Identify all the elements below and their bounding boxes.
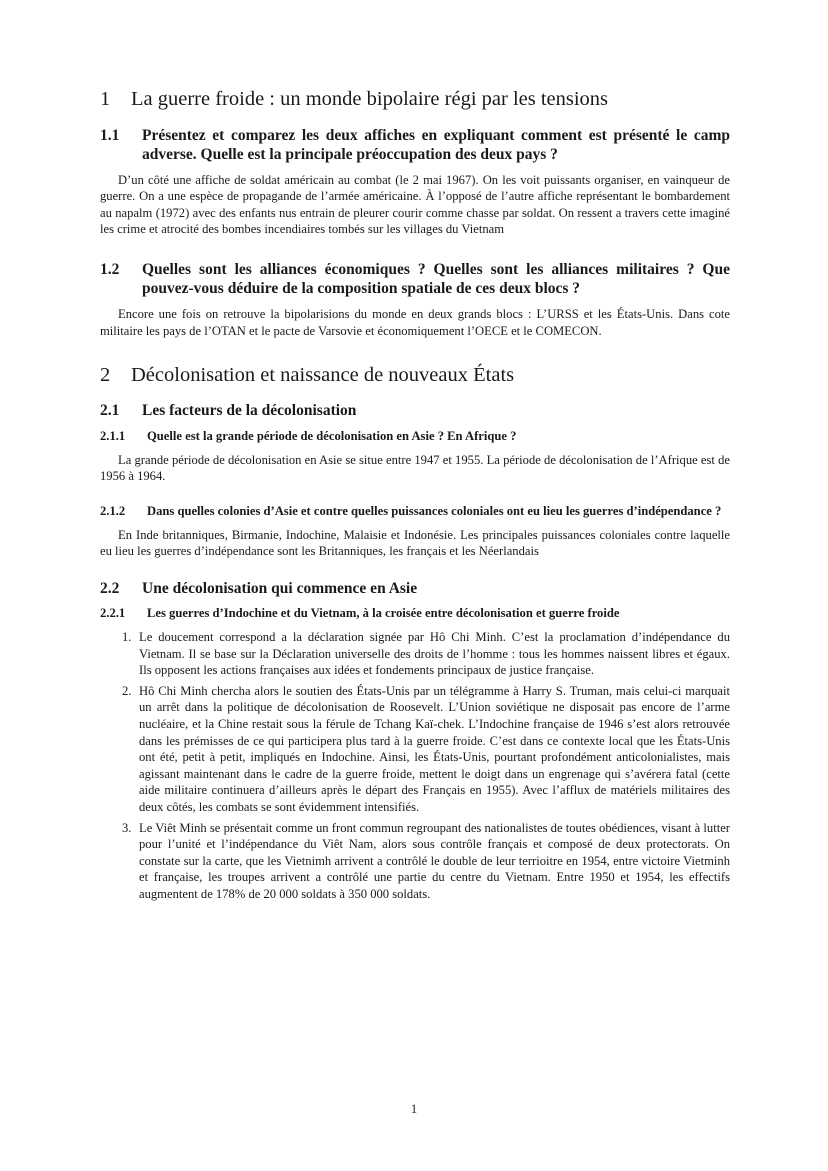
document-page	[100, 88, 730, 903]
section-title: Décolonisation et naissance de nouveaux États	[131, 364, 515, 387]
subsection-heading	[100, 579, 730, 598]
list-item	[122, 683, 730, 816]
subsubsection-number: 2.1.2	[100, 503, 126, 518]
subsection-title: Une décolonisation qui commence en Asie	[142, 580, 418, 598]
section-heading	[100, 364, 730, 388]
list-item-number: 3.	[122, 820, 132, 835]
page-number: 1	[410, 1102, 418, 1116]
subsubsection-title: Quelle est la grande période de décolonisation en Asie ? En Afrique ?	[147, 428, 517, 443]
subsubsection-number: 2.1.1	[100, 428, 126, 443]
subsection-heading	[100, 260, 730, 298]
list-item-text: Le Viêt Minh se présentait comme un front commun regroupant des nationalistes de toutes obédiences, visant à lutter pour l’unité et l’indépendance du Viêt Nam, alors sous contrôle français et composé de deux protectorats. On constate sur la carte, que les Vietnimh arrivent a contrôlé le double de leur terrioitre en 1954, entre victoire Vietminh et française, les troupes arrivent a contrôlé une partie du centre du Vietnam. Entre 1950 et 1954, les effectifs augmentent de 178% de 20 000 soldats à 350 000 soldats.	[139, 820, 730, 901]
subsubsection-title: Les guerres d’Indochine et du Vietnam, à la croisée entre décolonisation et guerre froide	[147, 606, 620, 621]
subsection-number: 2.2	[100, 580, 120, 598]
list-item-text: Hô Chi Minh chercha alors le soutien des États-Unis par un télégramme à Harry S. Truman, mais celui-ci marquait un arrêt dans la politique de décolonisation de Roosevelt. L’Union soviétique ne disposait pas encore de l’arme nucléaire, et la Chine restait sous la férule de Tchang Kaï-chek. L’Indochine française de 1946 s’est alors retrouvée dans les prémisses de ce qui participera plus tard à la guerre froide. C’est dans ce contexte local que les États-Unis ont été, petit à petit, impliqués en Indochine. Ainsi, les États-Unis, pourtant profondément anticolonialistes, mais agissant maintenant dans le cadre de la guerre froide, mettent le doigt dans un engrenage qui s’avérera fatal (cette aide militaire continuera d’ailleurs après le départ des Français en 1955). Avec l’afflux de matériels militaires des deux côtés, les combats se sont évidemment intensifiés.	[139, 683, 730, 814]
list-item	[122, 629, 730, 679]
subsubsection-heading	[100, 428, 730, 444]
subsection-heading	[100, 401, 730, 420]
paragraph: Encore une fois on retrouve la bipolarisions du monde en deux grands blocs : L’URSS et les États-Unis. Dans cote militaire les pays de l’OTAN et le pacte de Varsovie et économiquement l’OECE et le COMECON.	[100, 306, 730, 338]
section-number: 2	[100, 364, 111, 387]
subsection-title: Présentez et comparez les deux affiches en expliquant comment est présenté le camp adverse. Quelle est la principale préoccupation des deux pays ?	[142, 126, 730, 163]
numbered-list	[100, 629, 730, 903]
section-heading	[100, 88, 730, 112]
subsubsection-title: Dans quelles colonies d’Asie et contre quelles puissances coloniales ont eu lieu les guerres d’indépendance ?	[147, 503, 722, 518]
subsubsection-heading	[100, 503, 730, 519]
subsubsection-number: 2.2.1	[100, 606, 126, 621]
section-title: La guerre froide : un monde bipolaire régi par les tensions	[131, 88, 609, 110]
subsection-title: Quelles sont les alliances économiques ? Quelles sont les alliances militaires ? Que pouvez-vous déduire de la composition spatiale de ces deux blocs ?	[142, 260, 730, 297]
list-item-number: 1.	[122, 630, 132, 645]
subsection-title: Les facteurs de la décolonisation	[142, 401, 357, 419]
subsection-heading	[100, 126, 730, 164]
paragraph: En Inde britanniques, Birmanie, Indochine, Malaisie et Indonésie. Les principales puissances coloniales contre laquelle eu lieu les guerres d’indépendance sont les Britanniques, les français et les Néerlandais	[100, 527, 730, 559]
paragraph: D’un côté une affiche de soldat américain au combat (le 2 mai 1967). On les voit puissants organiser, en vainqueur de guerre. On a une espèce de propagande de l’armée américaine. À l’opposé de l’autre affiche représentant le bombardement au napalm (1972) avec des enfants nus entrain de pleurer courir comme chasse par soldat. On ressent a travers cette imaginé les crime et atrocité des bombes incendiaires tombés sur les villages du Vietnam	[100, 172, 730, 237]
list-item	[122, 820, 730, 903]
subsection-number: 2.1	[100, 401, 120, 419]
subsection-number: 1.1	[100, 126, 120, 144]
subsection-number: 1.2	[100, 260, 120, 278]
list-item-text: Le doucement correspond a la déclaration signée par Hô Chi Minh. C’est la proclamation d’indépendance du Vietnam. Il se base sur la Déclaration universelle des droits de l’homme : tous les hommes naissent libres et égaux. Ils opposent les actions françaises aux idées et fondements principaux de justice française.	[139, 630, 730, 678]
subsubsection-heading	[100, 605, 730, 621]
section-number: 1	[100, 88, 111, 110]
list-item-number: 2.	[122, 683, 132, 698]
paragraph: La grande période de décolonisation en Asie se situe entre 1947 et 1955. La période de décolonisation de l’Afrique est de 1956 à 1964.	[100, 452, 730, 484]
